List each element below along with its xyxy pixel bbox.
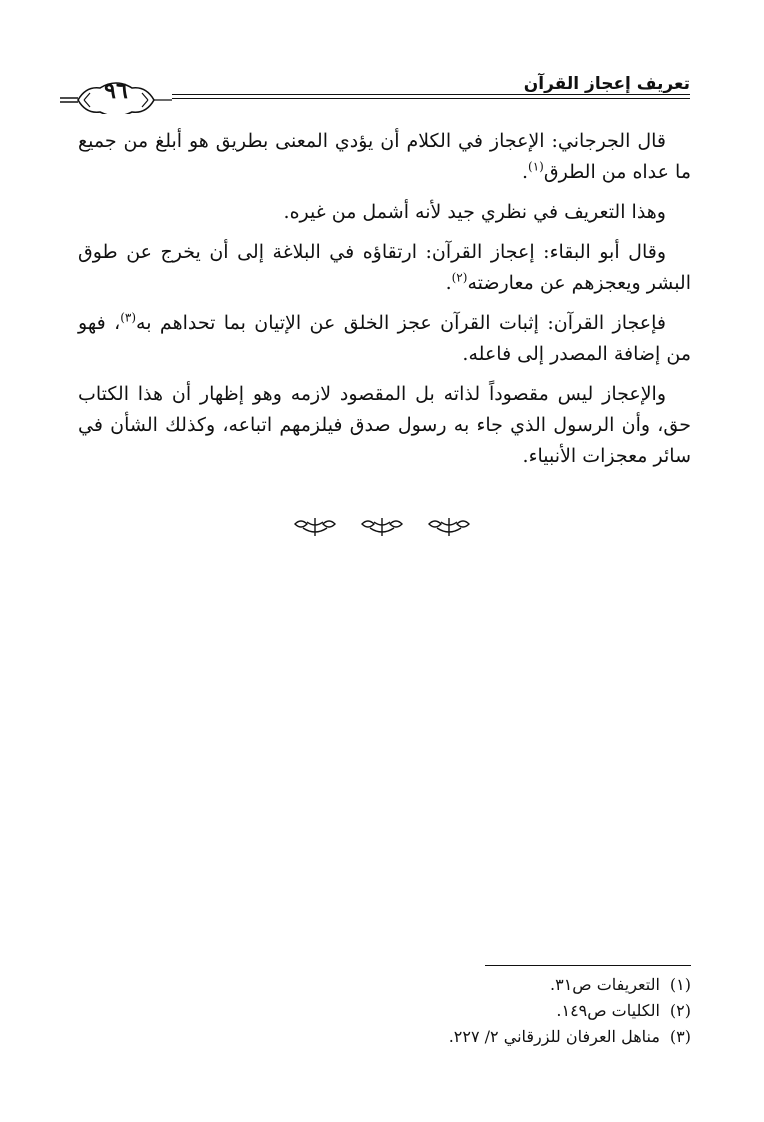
footnote-number: (٢) bbox=[669, 1001, 691, 1020]
paragraph bbox=[78, 237, 691, 299]
footnote-text: التعريفات ص٣١. bbox=[550, 975, 660, 994]
paragraph-text: والإعجاز ليس مقصوداً لذاته بل المقصود لازمه وهو إظهار أن هذا الكتاب حق، وأن الرسول الذي جاء به رسول صدق فيلزمهم اتباعه، وكذلك الشأن في سائر معجزات الأنبياء. bbox=[78, 383, 691, 467]
footnote bbox=[300, 972, 691, 998]
header-rule-top bbox=[110, 94, 690, 95]
paragraph-text: وهذا التعريف في نظري جيد لأنه أشمل من غيره. bbox=[283, 201, 666, 223]
paragraph-text: فإعجاز القرآن: إثبات القرآن عجز الخلق عن الإتيان بما تحداهم به bbox=[136, 312, 666, 334]
paragraph-text: وقال أبو البقاء: إعجاز القرآن: ارتقاؤه في البلاغة إلى أن يخرج عن طوق البشر ويعجزهم عن معارضته bbox=[78, 241, 691, 294]
paragraph-tail: ، فهو من إضافة المصدر إلى فاعله. bbox=[78, 312, 691, 365]
footnote-ref: (١) bbox=[528, 159, 544, 174]
header-rule-bottom bbox=[110, 98, 690, 99]
paragraph bbox=[78, 126, 691, 188]
footnote-separator bbox=[485, 965, 691, 966]
page-header bbox=[60, 68, 690, 116]
fleuron-icon bbox=[360, 516, 404, 538]
footnote-number: (٣) bbox=[669, 1027, 691, 1046]
section-divider bbox=[0, 516, 764, 542]
fleuron-icon bbox=[427, 516, 471, 538]
footnote-ref: (٢) bbox=[451, 270, 468, 285]
footnotes bbox=[300, 972, 691, 1050]
paragraph bbox=[78, 379, 691, 472]
paragraph-text: قال الجرجاني: الإعجاز في الكلام أن يؤدي المعنى بطريق هو أبلغ من جميع ما عداه من الطرق bbox=[78, 130, 691, 183]
paragraph bbox=[78, 308, 691, 370]
footnote-number: (١) bbox=[669, 975, 691, 994]
page-number: ٩٦ bbox=[104, 78, 128, 104]
footnote bbox=[300, 1024, 691, 1050]
fleuron-icon bbox=[293, 516, 337, 538]
body-text bbox=[78, 126, 691, 481]
paragraph-tail: . bbox=[445, 272, 452, 294]
paragraph bbox=[78, 197, 691, 228]
footnote-ref: (٣) bbox=[120, 310, 137, 325]
footnote-text: الكليات ص١٤٩. bbox=[556, 1001, 660, 1020]
footnote bbox=[300, 998, 691, 1024]
paragraph-tail: . bbox=[521, 161, 529, 183]
running-title: تعريف إعجاز القرآن bbox=[523, 74, 690, 94]
footnote-text: مناهل العرفان للزرقاني ٢/ ٢٢٧. bbox=[448, 1027, 660, 1046]
